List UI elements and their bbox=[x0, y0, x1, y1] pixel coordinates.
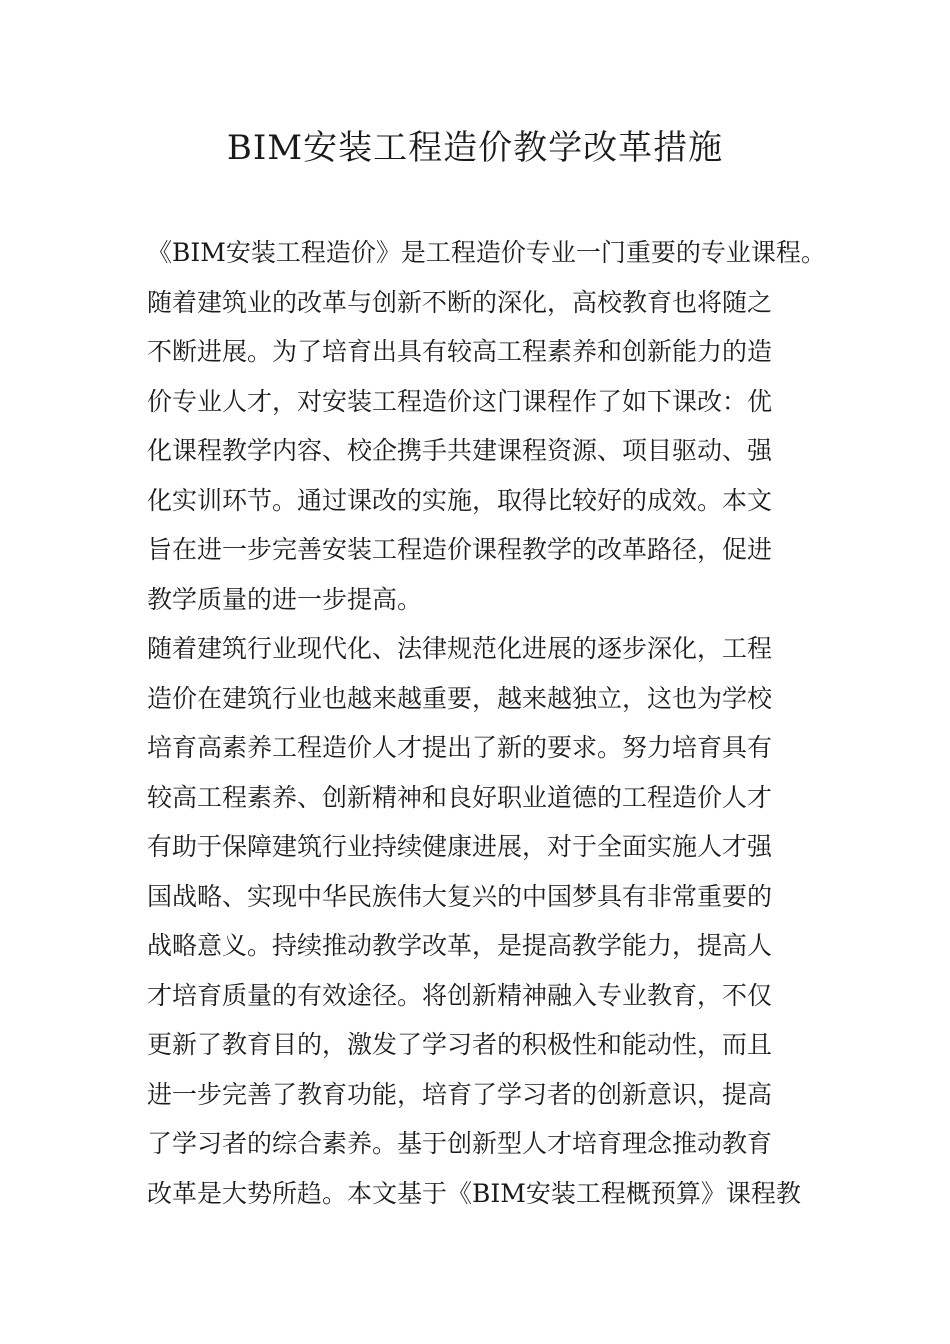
body-line: 旨在进一步完善安装工程造价课程教学的改革路径，促进 bbox=[147, 535, 773, 564]
body-line: 随着建筑行业现代化、法律规范化进展的逐步深化，工程 bbox=[147, 634, 773, 663]
body-line: 不断进展。为了培育出具有较高工程素养和创新能力的造 bbox=[147, 337, 773, 366]
body-line: 战略意义。持续推动教学改革，是提高教学能力，提高人 bbox=[147, 931, 773, 960]
body-line: 造价在建筑行业也越来越重要，越来越独立，这也为学校 bbox=[147, 683, 773, 713]
body-line: 改革是大势所趋。本文基于《BIM安装工程概预算》课程教 bbox=[147, 1178, 801, 1208]
body-line: 《BIM安装工程造价》是工程造价专业一门重要的专业课程。 bbox=[147, 238, 826, 267]
body-line: 进一步完善了教育功能，培育了学习者的创新意识，提高 bbox=[147, 1079, 773, 1109]
body-line: 了学习者的综合素养。基于创新型人才培育理念推动教育 bbox=[147, 1129, 773, 1158]
body-line: 有助于保障建筑行业持续健康进展，对于全面实施人才强 bbox=[147, 832, 773, 861]
document-body bbox=[147, 228, 827, 1218]
body-line: 化课程教学内容、校企携手共建课程资源、项目驱动、强 bbox=[147, 436, 773, 465]
body-line: 价专业人才，对安装工程造价这门课程作了如下课改：优 bbox=[147, 386, 773, 416]
body-line: 培育高素养工程造价人才提出了新的要求。努力培育具有 bbox=[147, 733, 773, 762]
body-line: 教学质量的进一步提高。 bbox=[147, 584, 423, 614]
body-line: 较高工程素养、创新精神和良好职业道德的工程造价人才 bbox=[147, 782, 773, 812]
body-line: 随着建筑业的改革与创新不断的深化，高校教育也将随之 bbox=[147, 287, 773, 317]
body-line: 更新了教育目的，激发了学习者的积极性和能动性，而且 bbox=[147, 1030, 773, 1059]
body-line: 才培育质量的有效途径。将创新精神融入专业教育，不仅 bbox=[147, 980, 773, 1010]
body-line: 化实训环节。通过课改的实施，取得比较好的成效。本文 bbox=[147, 485, 773, 515]
document-title: BIM安装工程造价教学改革措施 bbox=[226, 128, 724, 168]
body-line: 国战略、实现中华民族伟大复兴的中国梦具有非常重要的 bbox=[147, 881, 773, 911]
